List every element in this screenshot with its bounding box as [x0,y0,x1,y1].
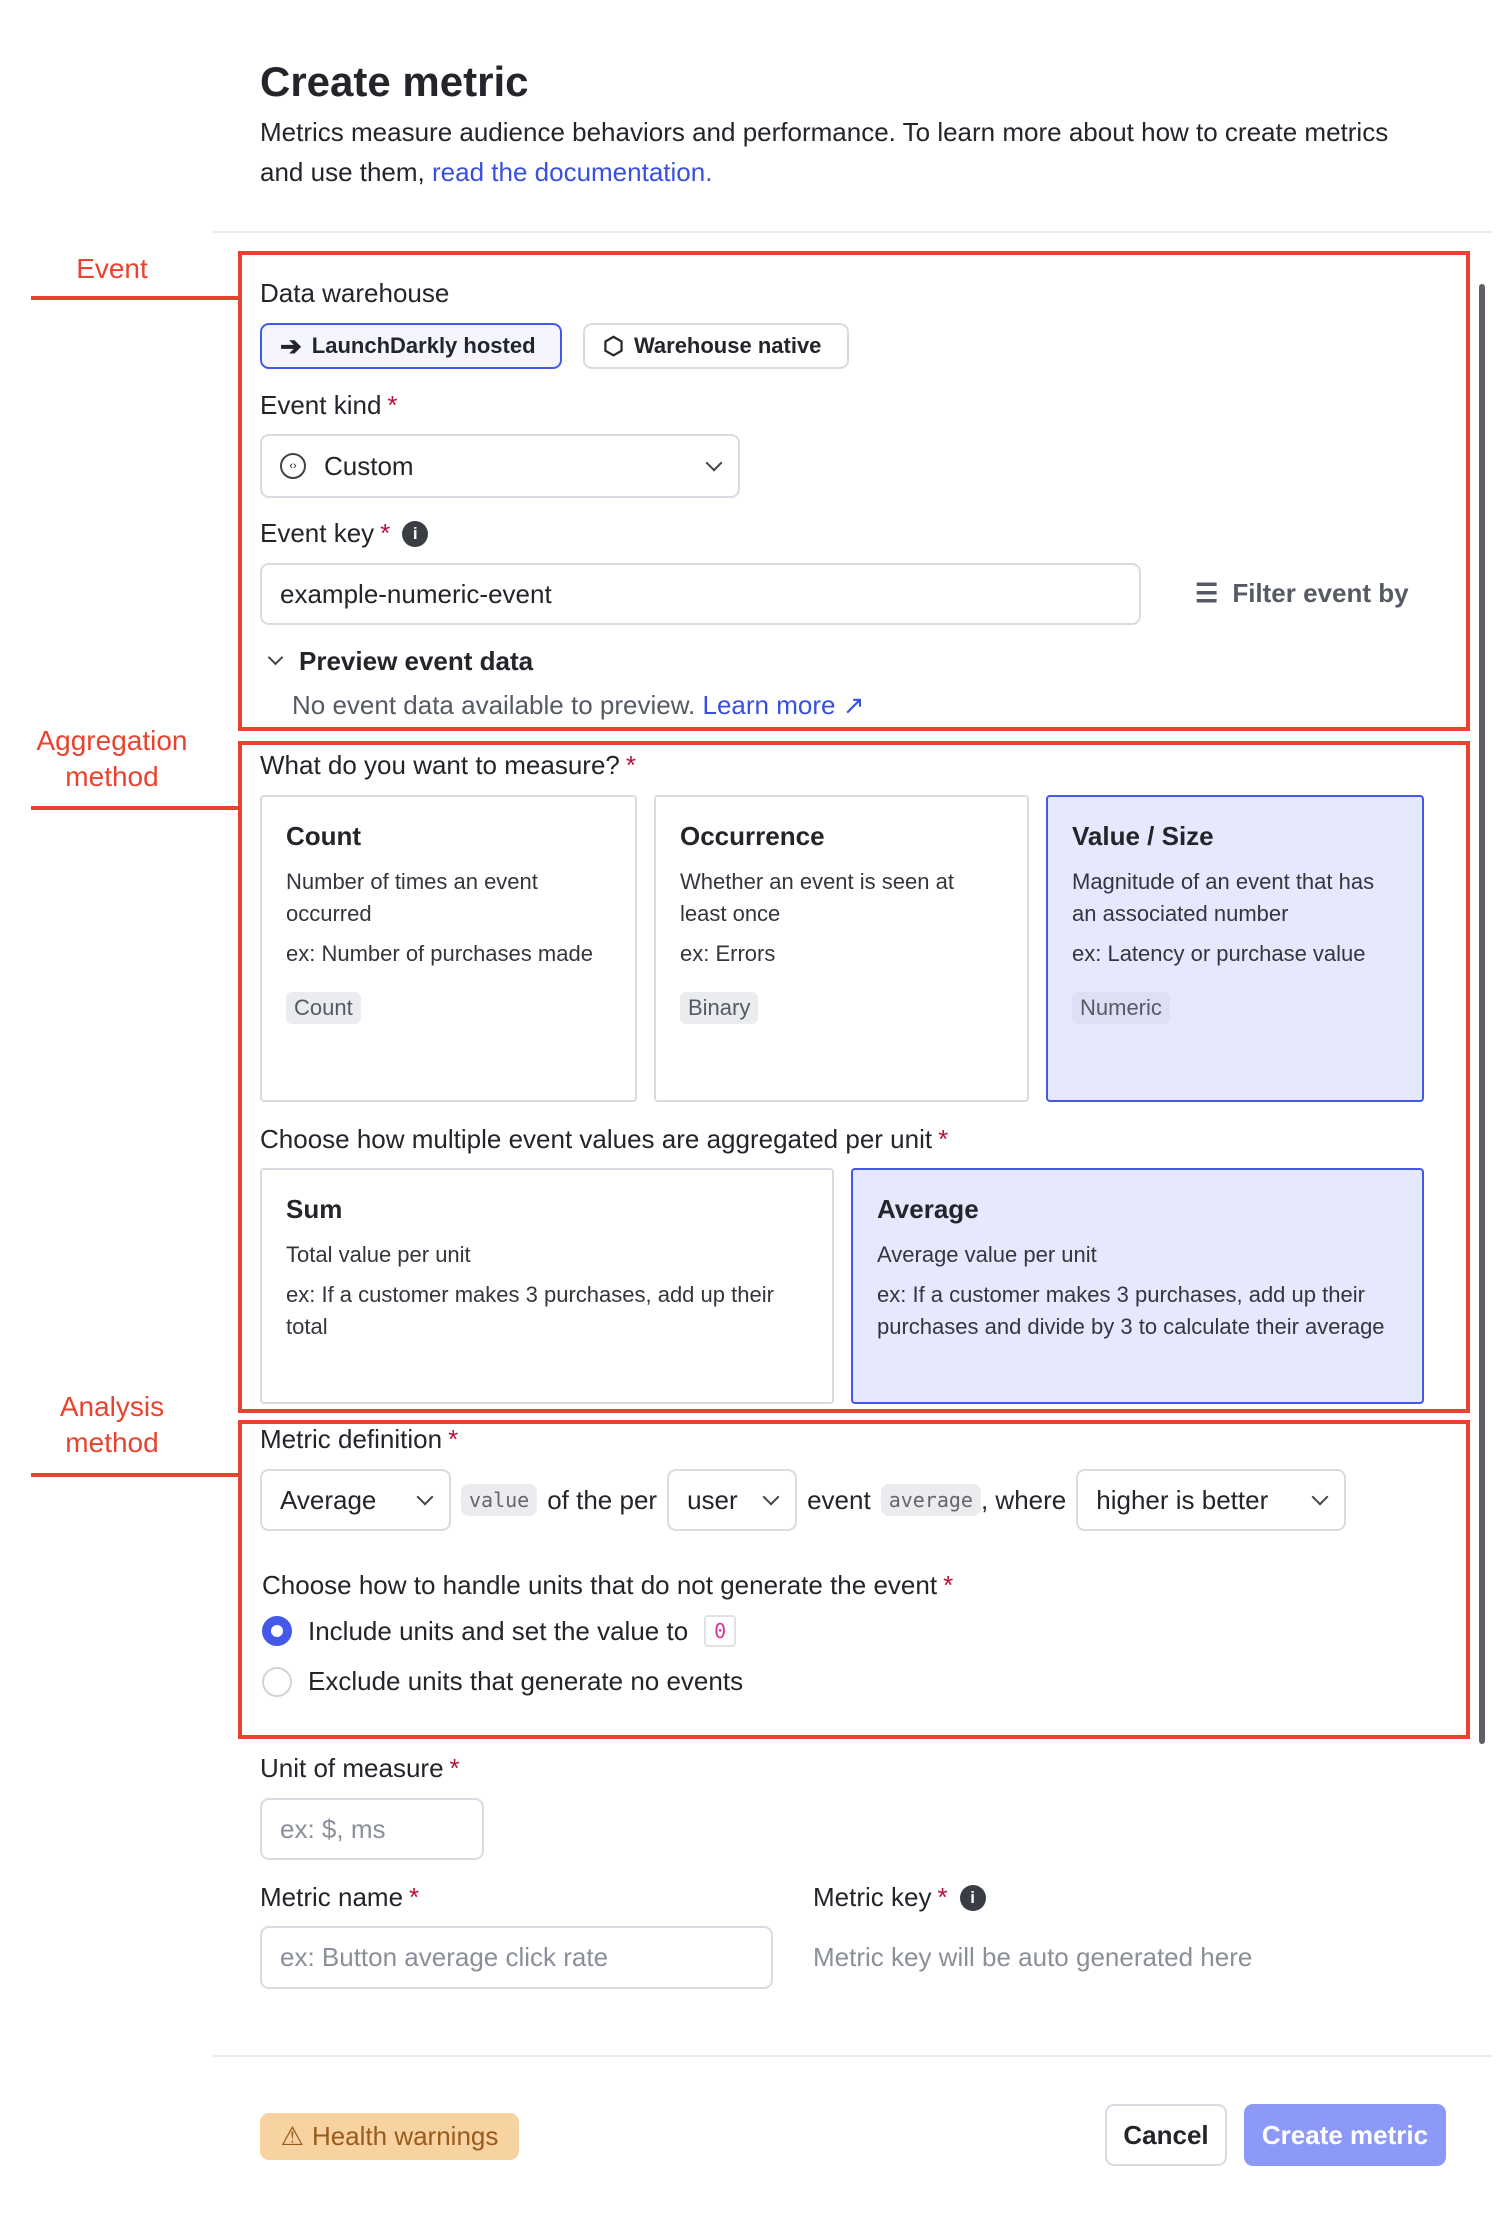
info-icon[interactable]: i [402,521,428,547]
tag: Numeric [1072,992,1170,1024]
annotation-aggregation: Aggregation method [36,725,188,792]
chevron-down-icon [417,1489,434,1506]
cancel-button[interactable]: Cancel [1105,2104,1227,2166]
tag: Binary [680,992,758,1024]
missing-units-label: Choose how to handle units that do not generate the event * [262,1570,954,1600]
code-circle-icon: ‹› [280,453,306,479]
event-kind-select[interactable]: ‹› Custom [260,434,740,498]
aggregation-option-average[interactable]: Average Average value per unit ex: If a customer makes 3 purchases, add up their purchases and divide by 3 to calculate their average [851,1168,1424,1404]
data-warehouse-label: Data warehouse [260,278,450,308]
metric-key-label: Metric key * i [813,1882,986,1913]
unit-of-measure-label: Unit of measure * [260,1753,460,1783]
tag: Count [286,992,361,1024]
annotation-event: Event [76,253,148,284]
external-link-icon: ↗ [842,690,865,720]
measure-option-count[interactable]: Count Number of times an event occurred ex: Number of purchases made Count [260,795,637,1102]
filter-icon: ☰ [1195,578,1219,608]
annotation-line [31,296,238,300]
metric-name-label: Metric name * [260,1882,420,1912]
info-icon[interactable]: i [960,1885,986,1911]
radio-unselected[interactable] [262,1667,292,1697]
cube-icon: ⬡ [603,332,624,360]
event-key-label: Event key * i [260,518,428,549]
divider [213,231,1492,233]
metric-definition-row: Average value of the per user event average , where higher is better [260,1469,1346,1531]
aggregation-option-sum[interactable]: Sum Total value per unit ex: If a customer makes 3 purchases, add up their total [260,1168,834,1404]
aggregation-label: Choose how multiple event values are aggregated per unit * [260,1124,949,1154]
warning-icon: ⚠ [280,2121,304,2151]
annotation-line [31,1473,238,1477]
measure-option-value-size[interactable]: Value / Size Magnitude of an event that has an associated number ex: Latency or purchase value Numeric [1046,795,1424,1102]
page-title: Create metric [260,58,529,105]
divider [213,2055,1492,2057]
warehouse-native-option[interactable]: ⬡ Warehouse native [583,323,849,369]
page-description: Metrics measure audience behaviors and performance. To learn more about how to create metrics and use them, read the documentation. [260,117,1389,187]
exclude-units-option[interactable]: Exclude units that generate no events [262,1666,743,1697]
include-units-option[interactable]: Include units and set the value to 0 [262,1615,736,1647]
unit-of-measure-input[interactable]: ex: $, ms [260,1798,484,1860]
documentation-link[interactable]: read the documentation. [432,157,713,187]
chevron-down-icon [763,1489,780,1506]
measure-option-occurrence[interactable]: Occurrence Whether an event is seen at least once ex: Errors Binary [654,795,1029,1102]
scrollbar[interactable] [1479,284,1485,1744]
unit-select[interactable]: user [667,1469,797,1531]
filter-event-button[interactable]: ☰ Filter event by [1195,578,1409,608]
annotation-line [31,806,238,810]
preview-event-toggle[interactable]: Preview event data [270,646,533,677]
metric-key-placeholder: Metric key will be auto generated here [813,1942,1253,1972]
chevron-down-icon [706,455,723,472]
direction-select[interactable]: higher is better [1076,1469,1346,1531]
analysis-select[interactable]: Average [260,1469,451,1531]
chevron-down-icon [1312,1489,1329,1506]
event-key-input[interactable]: example-numeric-event [260,563,1141,625]
metric-name-input[interactable]: ex: Button average click rate [260,1926,773,1989]
measure-label: What do you want to measure? * [260,750,636,780]
metric-definition-label: Metric definition * [260,1424,459,1454]
launchdarkly-hosted-option[interactable]: ➔ LaunchDarkly hosted [260,323,562,369]
chevron-down-icon [268,650,284,666]
health-warnings-button[interactable]: ⚠ Health warnings [260,2113,519,2160]
event-kind-label: Event kind * [260,390,398,420]
annotation-analysis: Analysis method [59,1391,165,1458]
learn-more-link[interactable]: Learn more ↗ [702,690,865,720]
create-metric-button[interactable]: Create metric [1244,2104,1446,2166]
arrow-icon: ➔ [280,330,302,361]
radio-selected[interactable] [262,1616,292,1646]
preview-empty-text: No event data available to preview. Learn more ↗ [292,690,865,720]
